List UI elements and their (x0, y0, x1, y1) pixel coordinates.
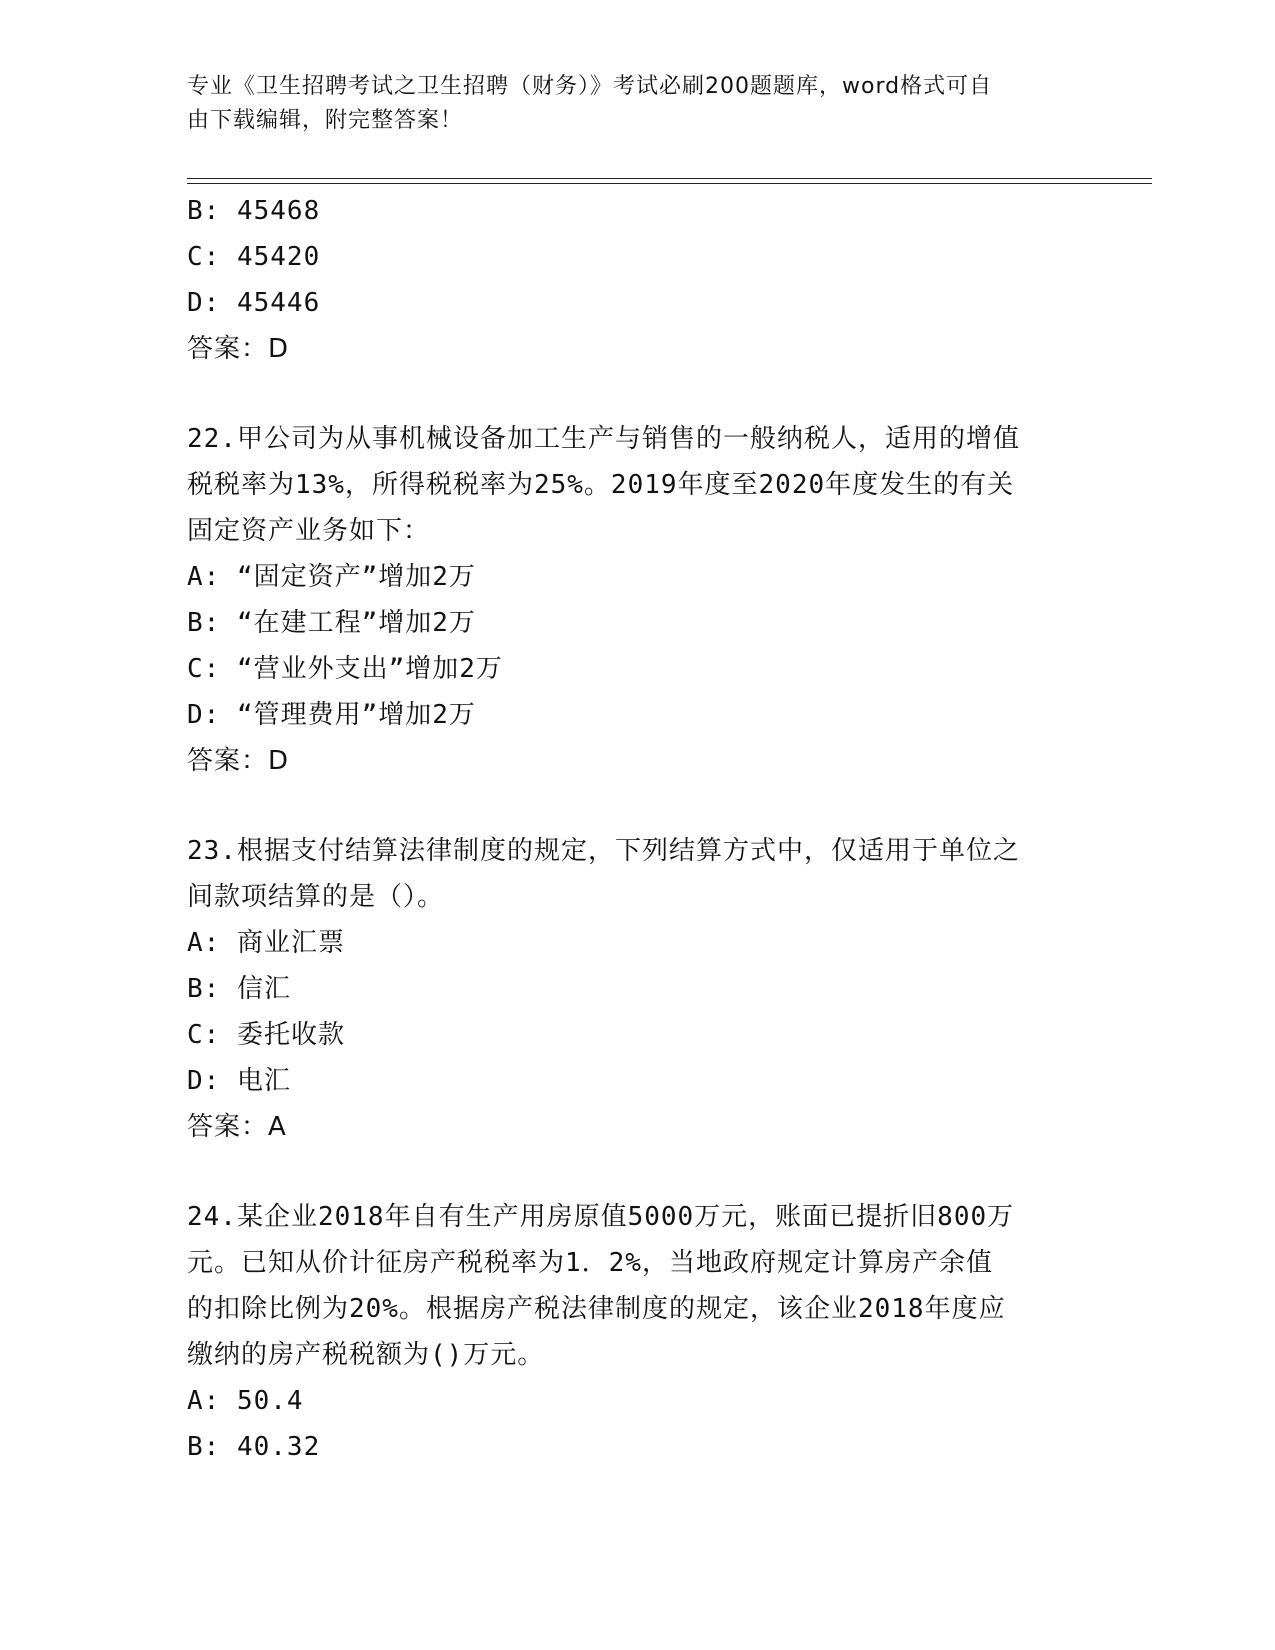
option-d: D: 电汇 (187, 1066, 291, 1096)
option-a: A: 50.4 (187, 1386, 304, 1416)
question-22 (187, 416, 1087, 784)
question-text-line: 23.根据支付结算法律制度的规定，下列结算方式中，仅适用于单位之 (187, 836, 1020, 866)
option-b: B: 信汇 (187, 974, 291, 1004)
question-text-line: 缴纳的房产税税额为()万元。 (187, 1340, 545, 1370)
option-c: C: “营业外支出”增加2万 (187, 654, 503, 684)
document-header (187, 70, 1067, 138)
option-b: B: 40.32 (187, 1432, 321, 1462)
question-text-line: 元。已知从价计征房产税税率为1．2%，当地政府规定计算房产余值 (187, 1248, 993, 1278)
question-21-tail (187, 188, 1087, 372)
question-text-line: 固定资产业务如下： (187, 516, 431, 546)
option-c: C: 45420 (187, 242, 321, 272)
question-text-line: 22.甲公司为从事机械设备加工生产与销售的一般纳税人，适用的增值 (187, 424, 1020, 454)
option-d: D: “管理费用”增加2万 (187, 700, 476, 730)
option-a: A: 商业汇票 (187, 928, 345, 958)
answer-line: 答案：D (187, 746, 290, 776)
answer-line: 答案：D (187, 334, 290, 364)
header-line-2: 由下载编辑，附完整答案！ (187, 108, 464, 133)
option-d: D: 45446 (187, 288, 321, 318)
question-24 (187, 1194, 1087, 1470)
option-b: B: “在建工程”增加2万 (187, 608, 476, 638)
question-text-line: 间款项结算的是（）。 (187, 882, 445, 912)
document-body (187, 188, 1087, 1470)
answer-line: 答案：A (187, 1112, 287, 1142)
option-c: C: 委托收款 (187, 1020, 345, 1050)
header-divider-top (187, 178, 1152, 179)
question-text-line: 的扣除比例为20%。根据房产税法律制度的规定，该企业2018年度应 (187, 1294, 1006, 1324)
question-text-line: 24.某企业2018年自有生产用房原值5000万元，账面已提折旧800万 (187, 1202, 1015, 1232)
question-text-line: 税税率为13%，所得税税率为25%。2019年度至2020年度发生的有关 (187, 470, 1015, 500)
option-b: B: 45468 (187, 196, 321, 226)
header-line-1: 专业《卫生招聘考试之卫生招聘（财务）》考试必刷200题题库，word格式可自 (187, 74, 993, 99)
option-a: A: “固定资产”增加2万 (187, 562, 476, 592)
question-23 (187, 828, 1087, 1150)
header-divider-bottom (187, 183, 1152, 184)
